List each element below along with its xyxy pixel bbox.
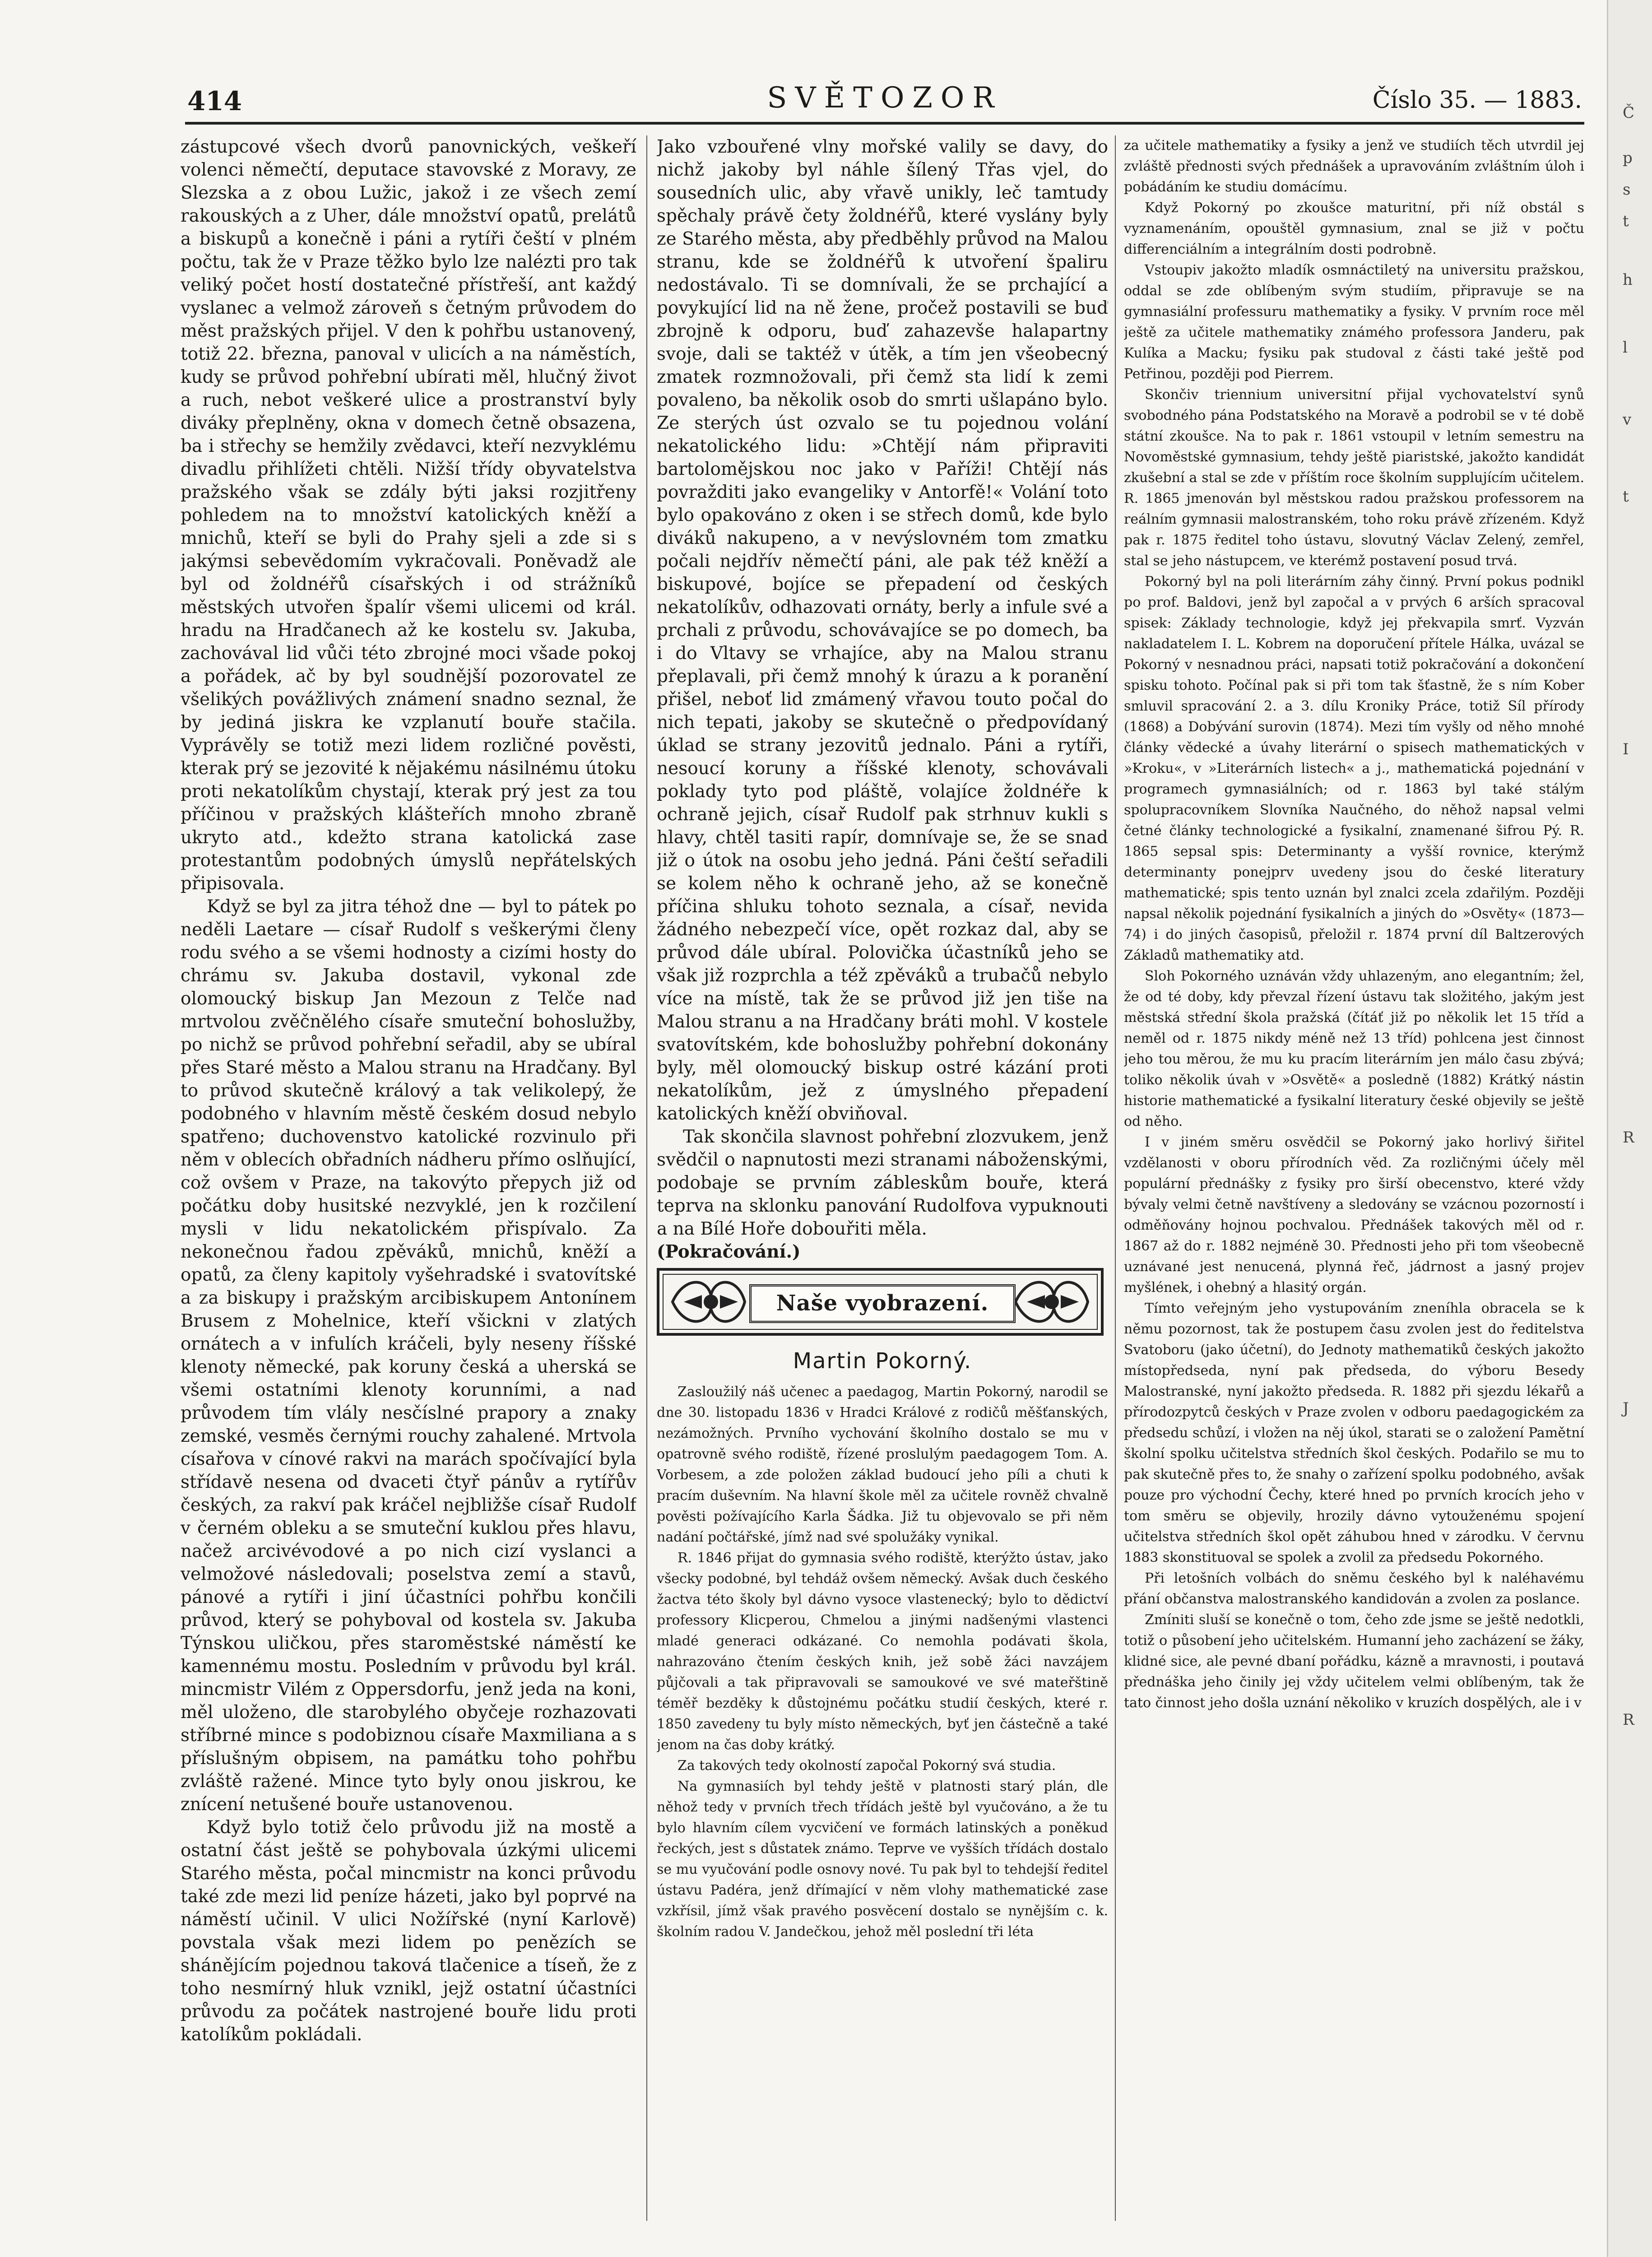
header-rule: [185, 122, 1584, 125]
margin-char: p: [1623, 149, 1633, 167]
margin-char: R: [1623, 1711, 1634, 1729]
column-2: [657, 135, 1108, 2221]
paragraph: za učitele mathematiky a fysiky a jenž ve studiích těch utvrdil jej zvláště přednosti svých přednášek a upravováním zvláštním úloh i pobádáním ke studiu domácímu.: [1124, 138, 1584, 195]
column-divider: [1115, 135, 1116, 2221]
page-number: 414: [187, 86, 242, 116]
section-banner: [657, 1268, 1104, 1336]
column-1: [181, 135, 636, 2221]
journal-title: SVĚTOZOR: [767, 81, 1002, 115]
page-header: [187, 81, 1582, 122]
paragraph: Za takových tedy okolností započal Pokorný svá studia.: [678, 1758, 1056, 1774]
banner-title: Naše vyobrazení.: [749, 1284, 1016, 1323]
paragraph: Když Pokorný po zkoušce maturitní, při níž obstál s vyznamenáním, opouštěl gymnasium, znal se již v počtu differenciálním a integrálním dosti podrobně.: [1124, 200, 1584, 257]
paragraph: Skončiv triennium universitní přijal vychovatelství synů svobodného pána Podstatského na Moravě a podrobil se v té době státní zkoušce. Na to pak r. 1861 vstoupil v letním semestru na Novoměstské gymnasium, tehdy ještě piaristské, jakožto kandidát zkušební a stal se zde v příštím roce školním supplujícím učitelem. R. 1865 jmenován byl městskou radou pražskou professorem na reálním gymnasii malostranském, toho roku právě zřízeném. Když pak r. 1875 ředitel toho ústavu, slovutný Václav Zelený, zemřel, stal se jeho nástupcem, ve kterémž postavení posud trvá.: [1124, 387, 1584, 569]
paragraph: Při letošních volbách do sněmu českého byl k naléhavému přání občanstva malostranského kandidován a zvolen za poslance.: [1124, 1570, 1584, 1607]
margin-char: J: [1623, 1399, 1629, 1417]
paragraph: Jako vzbouřené vlny mořské valily se davy, do nichž jakoby byl náhle šílený Třas vjel, do sousedních ulic, aby vřavě unikly, leč tamtudy spěchaly právě čety žoldnéřů, které vyslány byly ze Starého města, aby předběhly průvod na Malou stranu, kde se žoldnéřů k utvoření špaliru nedostávalo. Ti se domnívali, že se prchající a povykující lid na ně žene, pročež postavili se buď zbrojně k odporu, buď zahazevše halapartny svoje, dali se taktéž v útěk, a tím jen všeobecný zmatek rozmnožovali, při čemž sta lidí k zemi povaleno, ba několik osob do smrti ušlapáno bylo. Ze sterých úst ozvalo se tu pojednou volání nekatolického lidu: »Chtějí nám připraviti bartolomějskou noc jako v Paříži! Chtějí nás povražditi jako evangeliky v Antorfě!« Volání toto bylo opakováno z oken i se střech domů, kde bylo diváků nakupeno, a v nevýslovném tom zmatku počali nejdřív němečtí páni, ale pak též kněží a biskupové, bojíce se přepadení od českých nekatolíkův, odhazovati ornáty, berly a infule své a prchali z průvodu, schovávajíce se po domech, ba i do Vltavy se vrhajíce, aby na Malou stranu přeplavali, při čemž mnohý k úrazu a k poranění přišel, neboť lid zmámený vřavou touto počal do nich tepati, jakoby se skutečně o předpovídaný úklad se strany jezovitů jednalo. Páni a rytíři, nesoucí koruny a říšské klenoty, schovávali poklady tyto pod pláště, volajíce žoldnéře k ochraně jejich, císař Rudolf pak strhnuv kukli s hlavy, chtěl tasiti rapír, domnívaje se, že se snad již o útok na osobu jeho jedná. Páni čeští seřadili se kolem něho k ochraně jeho, až se konečně příčina shluku tohoto seznala, a císař, nevida žádného nebezpečí více, opět rozkaz dal, aby se průvod dále ubíral. Polovička účastníků jeho se však již rozprchla a též zpěváků a trubačů nebylo více na místě, tak že se průvod již jen tiše na Malou stranu a na Hradčany bráti mohl. V kostele svatovítském, kde bohoslužby pohřební dokonány byly, měl olomoucký biskup ostré kázání proti nekatolíkům, jež z úmyslného přepadení katolických kněží obviňoval.: [657, 137, 1108, 1124]
paragraph: Když bylo totiž čelo průvodu již na mostě a ostatní část ještě se pohybovala úzkými ulicemi Starého města, počal mincmistr na konci průvodu také zde mezi lid peníze házeti, jako byl poprvé na náměstí učinil. V ulici Nožířské (nyní Karlově) povstala však mezi lidem po penězích se shánějícím pojednou taková tlačenice a tíseň, že z toho nesmírný hluk vznikl, jejž ostatní účastníci průvodu za počátek nastrojené bouře lidu proti katolíkům pokládali.: [181, 1817, 636, 2045]
margin-char: R: [1623, 1128, 1634, 1147]
margin-char: t: [1623, 488, 1629, 506]
issue-number: Číslo 35. — 1883.: [1372, 87, 1582, 114]
paragraph: R. 1846 přijat do gymnasia svého rodiště, kterýžto ústav, jako všecky podobné, byl tehdáž ovšem německý. Avšak duch českého žactva této školy byl dávno vysoce vlastenecký; bylo to dědictví professory Klicperou, Chmelou a jinými nadšenými vlastenci mladé generaci odkázané. Co nemohla podávati škola, nahrazováno čtením českých knih, jež sobě žáci navzájem půjčovali a tak připravovali se samoukové ve své mateřštině téměř bezděky k důstojnému počátku studií českých, které r. 1850 zavedeny tu byly místo německých, byť jen částečně a také jenom na čas doby krátký.: [657, 1550, 1108, 1753]
continued-note: (Pokračování.): [657, 1241, 801, 1262]
paragraph: Zmíniti sluší se konečně o tom, čeho zde jsme se ještě nedotkli, totiž o působení jeho učitelském. Humanní jeho zacházení se žáky, klidné sice, ale pevné dbaní pořádku, kázně a mravnosti, i poutavá přednáška jeho činily jej vždy učitelem velmi oblíbeným, tak že tato činnost jeho došla uznání několiko v kruzích dospělých, ale i v: [1124, 1612, 1584, 1711]
margin-char: t: [1623, 212, 1629, 230]
paragraph: Vstoupiv jakožto mladík osmnáctiletý na universitu pražskou, oddal se zde oblíbeným svým studiím, připravuje se na gymnasiální professuru mathematiky a fysiky. V prvním roce měl ještě za učitele mathematiky známého professora Janderu, pak Kulíka a Macku; fysiku pak studoval z části také ještě pod Petřinou, později pod Pierrem.: [1124, 262, 1584, 382]
paragraph: Když se byl za jitra téhož dne — byl to pátek po neděli Laetare — císař Rudolf s veškerými členy rodu svého a se všemi hodnosty a cizími hosty do chrámu sv. Jakuba dostavil, vykonal zde olomoucký biskup Jan Mezoun z Telče nad mrtvolou zvěčnělého císaře smuteční bohoslužby, po nichž se průvod pohřební seřadil, aby se ubíral přes Staré město a Malou stranu na Hradčany. Byl to průvod skutečně králový a tak velikolepý, že podobného v hlavním městě českém dosud nebylo spatřeno; duchovenstvo katolické rozvinulo při něm v oblecích obřadních nádheru přímo oslňující, což ovšem v Praze, na takovýto přepych již od počátku doby husitské nezvyklé, jen k rozčilení mysli v lidu nekatolickém přispívalo. Za nekonečnou řadou zpěváků, mnichů, kněží a opatů, za členy kapitoly vyšehradské i svatovítské a za biskupy i pražským arcibiskupem Antonínem Brusem z Mohelnice, kteří všickni v zlatých ornátech a v infulích kráčeli, byly neseny říšské klenoty německé, pak koruny česká a uherská se všemi ostatními klenoty korunními, a nad průvodem tím vlály nesčíslné prapory a znaky zemské, vesměs černými rouchy zahalené. Mrtvola císařova v cínové rakvi na marách spočívající byla střídavě nesena od dvaceti čtyř pánův a rytířův českých, za rakví pak kráčel nejbližše císař Rudolf v černém obleku a se smuteční kuklou přes hlavu, načež arcivévodové a po nich cizí vyslanci a velmožové následovali; poselstva zemí a stavů, pánové a rytíři i jiní účastníci pohřbu končili průvod, který se pohyboval od kostela sv. Jakuba Týnskou uličkou, přes staroměstské náměstí ke kamennému mostu. Posledním v průvodu byl král. mincmistr Vilém z Oppersdorfu, jenž jeda na koni, měl uloženo, dle starobylého obyčeje rozhazovati stříbrné mince s podobiznou císaře Maxmiliana a s příslušným obpisem, na památku toho pohřbu zvláště ražené. Mince tyto byly onou jiskrou, ke znícení netušené bouře ustanovenou.: [181, 896, 636, 1815]
paragraph: Zasloužilý náš učenec a paedagog, Martin Pokorný, narodil se dne 30. listopadu 1836 v Hradci Králové z rodičů měšťanských, nezámožných. Prvního vychování školního dostalo se mu v opatrovně svého rodiště, řízené proslulým paedagogem Tom. A. Vorbesem, a zde položen základ budoucí jeho píli a chuti k pracím duševním. Na hlavní škole měl za učitele rovněž chvalně pověsti požívajícího Karla Šádka. Již tu objevovalo se při něm nadání počtářské, jímž nad své spolužáky vynikal.: [657, 1384, 1108, 1545]
margin-char: I: [1623, 740, 1629, 758]
margin-char: h: [1623, 271, 1633, 289]
margin-char: v: [1623, 411, 1632, 429]
paragraph: Na gymnasiích byl tehdy ještě v platnosti starý plán, dle něhož tedy v prvních třech třídách ještě byl vyučováno, a že tu bylo hlavním cílem vycvičení ve formách latinských a poněkud řeckých, jest s důstatek známo. Teprve ve vyšších třídách dostalo se mu vyučování podle osnovy nové. Tu pak byl to tehdejší ředitel ústavu Padéra, jenž dřímající v něm vlohy mathematické zase vzkřísil, jímž však pravého posvěcení dostalo se nynějším c. k. školním radou V. Jandečkou, jehož měl poslední tři léta: [657, 1779, 1108, 1940]
paragraph: Sloh Pokorného uznáván vždy uhlazeným, ano elegantním; žel, že od té doby, kdy převzal řízení ústavu tak složitého, jakým jest městská střední škola pražská (čítáť již po několik let 15 tříd a neměl od r. 1875 nikdy méně než 13 tříd) pohlcena jest činnost jeho tou měrou, že mu ku pracím literárním jen málo času zbývá; toliko několik úvah v »Osvětě« a posledně (1882) Krátký nástin historie mathematické a fysikalní literatury české objevily se ještě od něho.: [1124, 968, 1584, 1129]
margin-char: Č: [1623, 104, 1635, 122]
margin-char: s: [1623, 181, 1631, 199]
paragraph: Tak skončila slavnost pohřební zlozvukem, jenž svědčil o napnutosti mezi stranami náboženskými, podobaje se prvním zábleskům bouře, která teprva na sklonku panování Rudolfova vypuknouti a na Bílé Hoře dobouřiti měla.: [657, 1127, 1108, 1239]
paragraph: I v jiném směru osvědčil se Pokorný jako horlivý šiřitel vzdělanosti v oboru přírodních věd. Za rozličnými účely měl populární přednášky z fysiky pro širší obecenstvo, které vždy bývaly velmi četně navštíveny a sledovány se vzácnou pozorností i odměňovány hojnou pochvalou. Přednášek takových měl od r. 1867 až do r. 1882 nejméně 30. Přednosti jeho při tom všeobecně uznávané jest nenucená, plynná řeč, jádrnost a jasný projev myšlének, i ohebný a hlasitý orgán.: [1124, 1134, 1584, 1296]
margin-char: l: [1623, 339, 1628, 357]
paragraph: zástupcové všech dvorů panovnických, veškeří volenci němečtí, deputace stavovské z Moravy, ze Slezska a z obou Lužic, jakož i ze všech zemí rakouských a z Uher, dále množství opatů, prelátů a biskupů a konečně i páni a rytíři čeští v plném počtu, tak že v Praze těžko bylo lze nalézti pro tak veliký počet hostí dostatečné přístřeší, ant každý vyslanec a velmož zároveň s četným průvodem do měst pražských přijel. V den k pohřbu ustanovený, totiž 22. března, panoval v ulicích a na náměstích, kudy se průvod pohřební ubírati měl, hlučný život a ruch, nebot veškeré ulice a prostranství byly diváky přeplněny, okna v domech četně obsazena, ba i střechy se hemžily zvědavci, kteří nezvyklému divadlu přihlížeti chtěli. Nižší třídy obyvatelstva pražského však se zdály býti jaksi rozjitřeny pohledem na to množství katolických kněží a mnichů, kteří se byli do Prahy sjeli a zde si s jakýmsi sebevědomím vykračovali. Poněvadž ale byl od žoldnéřů císařských i od strážníků městských utvořen špalír všemi ulicemi od král. hradu na Hradčanech až ke kostelu sv. Jakuba, zachovával lid vůči této zbrojné moci všade pokoj a pořádek, ač by byl soudnější pozorovatel ze všelikých povážlivých známení snadno seznal, že by jediná jiskra ke vzplanutí bouře stačila. Vyprávěly se totiž mezi lidem rozličné pověsti, kterak prý se jezovité k nějakému násilnému útoku proti nekatolíkům chystají, kterak prý jest za tou příčinou v pražských klášteřích mnoho zbraně ukryto atd., kdežto strana katolická zase protestantům podobných úmyslů nepřátelských připisovala.: [181, 137, 636, 894]
paragraph: Tímto veřejným jeho vystupováním zneníhla obracela se k němu pozornost, tak že postupem času zvolen jest do ředitelstva Svatoboru (jako účetní), do Jednoty mathematiků českých jakožto místopředseda, nyní pak předseda, do výboru Besedy Malostranské, nyní jakožto předseda. R. 1882 při sjezdu lékařů a přírodozpytců českých v Praze zvolen v odboru paedagogickém za předsedu schůzí, i vložen na něj úkol, starati se o založení Pamětní školní spolku učitelstva středních škol českých. Podařilo se mu to pak skutečně přes to, že snahy o zařízení spolku podobného, avšak pouze pro východní Čechy, které hned po prvních krocích jeho v tom směru se objevily, hrozily dávno vytouženému spojení učitelstva středních škol opět záhubou hned v zárodku. V červnu 1883 skonstituoval se spolek a zvolil za předsedu Pokorného.: [1124, 1300, 1584, 1565]
paragraph: Pokorný byl na poli literárním záhy činný. První pokus podnikl po prof. Baldovi, jenž byl započal a v prvých 6 arších spracoval spisek: Základy technologie, když jej překvapila smrť. Vyzván nakladatelem I. L. Kobrem na doporučení přítele Hálka, uvázal se Pokorný v nesnadnou práci, napsati totiž pokračování a dokončení spisku tohoto. Počínal pak si při tom tak šťastně, že s ním Kober smluvil spracování 2. a 3. dílu Kroniky Práce, totiž Síl přírody (1868) a Dobývání surovin (1874). Mezi tím vyšly od něho mnohé články vědecké a úvahy literární o spisech mathematických v »Kroku«, v »Literárních listech« a j., mathematická pojednání v programech gymnasiálních; od r. 1863 byl také stálým spolupracovníkem Slovníka Naučného, do něhož napsal velmi četné články technologické a fysikalní, znamenané šifrou Pý. R. 1865 sepsal spis: Determinanty a vyšší rovnice, kterýmž determinanty ponejprv uvedeny jsou do české literatury mathematické; spis tento uznán byl znalci zcela zdařilým. Později napsal několik pojednání fysikalních a jiných do »Osvěty« (1873—74) i do jiných časopisů, přeložil r. 1874 první díl Baltzerových Základů mathematiky atd.: [1124, 574, 1584, 963]
article-title: Martin Pokorný.: [793, 1348, 972, 1374]
column-divider: [646, 135, 647, 2221]
column-3: [1124, 135, 1584, 2221]
